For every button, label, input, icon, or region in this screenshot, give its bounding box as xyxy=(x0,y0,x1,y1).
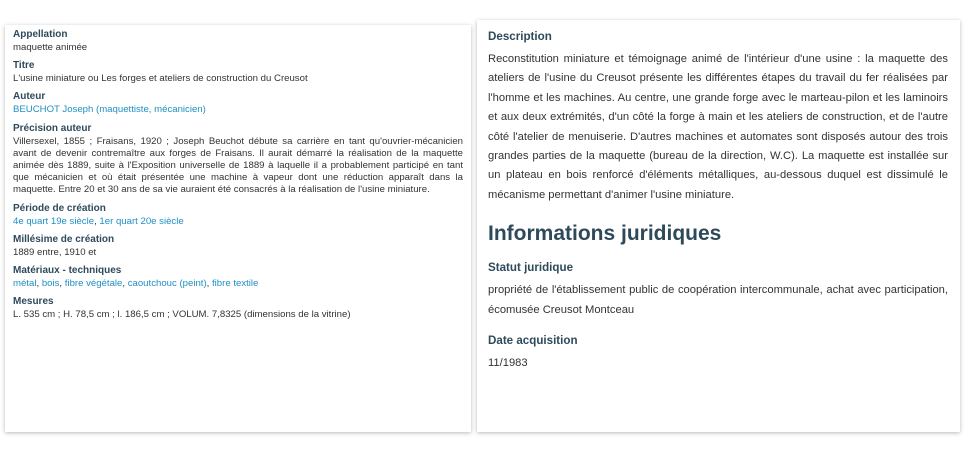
materiaux-link-fibre-vegetale[interactable]: fibre végétale xyxy=(64,278,123,290)
mesures-label: Mesures xyxy=(13,296,54,308)
periode-separator: , xyxy=(94,215,100,227)
materiaux-link-caoutchouc[interactable]: caoutchouc (peint) xyxy=(127,278,207,290)
periode-link-19e[interactable]: 4e quart 19e siècle xyxy=(13,215,95,227)
mesures-value: L. 535 cm ; H. 78,5 cm ; l. 186,5 cm ; VOLUM. 7,8325 (dimensions de la vitrine) xyxy=(13,309,351,321)
materiaux-separator: , xyxy=(206,278,212,290)
materiaux-separator: , xyxy=(59,278,65,290)
materiaux-value xyxy=(13,278,463,290)
precision-auteur-value: Villersexel, 1855 ; Fraisans, 1920 ; Joseph Beuchot débute sa carrière en tant qu'ouvrier-mécanicien avant de devenir contremaître aux forges de Fraisans. Il aurait démarré la réalisation de la maquette animée dès 1889, suite à l'Exposition universelle de 1889 à laquelle il a probablement participé en tant que mécanicien et où était présentée une machine à vapeur dont une réduction apparaît dans la maquette. Entre 20 et 30 ans de sa vie auraient été consacrés à la réalisation de l'usine miniature. xyxy=(13,135,463,196)
materiaux-link-bois[interactable]: bois xyxy=(41,278,60,290)
description-value: Reconstitution miniature et témoignage animé de l'intérieur d'une usine : la maquette des ateliers de l'usine du Creusot présente les différentes étapes du travail du fer réalisées par l'homme et les machines. Au centre, une grande forge avec le marteau-pilon et les laminoirs et aux deux extrémités, d'un côté la forge à main et les ateliers de construction, et de l'autre côté l'atelier de menuiserie. D'autres machines et automates sont disposés autour des trois grandes parties de la maquette (bureau de la direction, W.C). La maquette est installée sur un plateau en bois renforcé d'éléments métalliques, au-dessous duquel est dissimulé le mécanisme permettant d'animer l'usine miniature. xyxy=(488,53,948,201)
notice-description-panel xyxy=(477,20,960,432)
periode-creation-label: Période de création xyxy=(13,202,106,214)
statut-juridique-label: Statut juridique xyxy=(488,261,574,275)
materiaux-separator: , xyxy=(122,278,128,290)
date-acquisition-value: 11/1983 xyxy=(488,357,528,370)
auteur-link[interactable]: BEUCHOT Joseph (maquettiste, mécanicien) xyxy=(13,104,206,116)
description-label: Description xyxy=(488,30,552,43)
informations-juridiques-heading: Informations juridiques xyxy=(488,222,722,246)
notice-details-panel xyxy=(5,25,471,432)
millesime-label: Millésime de création xyxy=(13,233,115,245)
auteur-value xyxy=(13,104,463,116)
materiaux-label: Matériaux - techniques xyxy=(13,265,122,277)
appellation-value: maquette animée xyxy=(13,42,88,53)
materiaux-separator: , xyxy=(36,278,42,290)
periode-link-20e[interactable]: 1er quart 20e siècle xyxy=(99,215,184,227)
appellation-label: Appellation xyxy=(13,29,68,40)
titre-value: L'usine miniature ou Les forges et ateliers de construction du Creusot xyxy=(13,73,308,85)
millesime-value: 1889 entre, 1910 et xyxy=(13,246,97,258)
date-acquisition-label: Date acquisition xyxy=(488,334,578,348)
auteur-label: Auteur xyxy=(13,91,46,103)
materiaux-link-fibre-textile[interactable]: fibre textile xyxy=(212,278,259,290)
statut-juridique-value: propriété de l'établissement public de coopération intercommunale, achat avec participation, écomusée Creusot Montceau xyxy=(488,284,948,316)
titre-label: Titre xyxy=(13,60,35,72)
periode-creation-value xyxy=(13,216,463,228)
materiaux-link-metal[interactable]: métal xyxy=(13,278,37,290)
precision-auteur-label: Précision auteur xyxy=(13,122,92,134)
